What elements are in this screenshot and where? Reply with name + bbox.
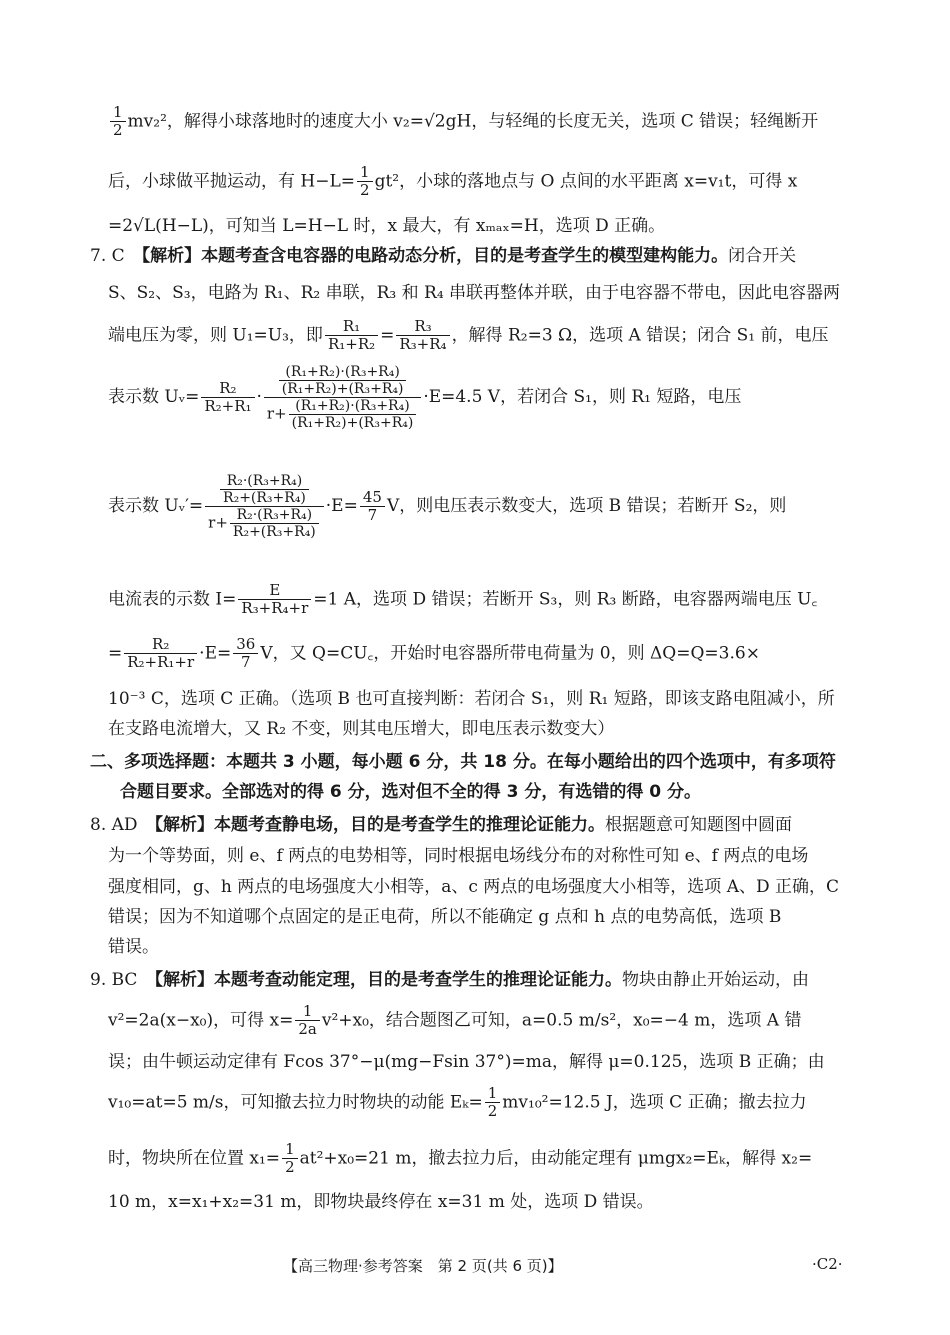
q9-text: 物块由静止开始运动，由 [621,970,809,990]
q9-text: at²+x₀=21 m，撤去拉力后，由动能定理有 μmgx₂=Eₖ，解得 x₂= [299,1148,813,1169]
q7-line-7 [108,636,760,672]
fraction-numerator: (R₁+R₂)·(R₃+R₄) [289,398,417,415]
fraction-denominator [205,507,324,540]
fraction-numerator: R₁ [325,318,378,336]
q9-line-5 [108,1141,812,1177]
q8-line-2: 为一个等势面，则 e、f 两点的电势相等，同时根据电场线分布的对称性可知 e、f 两点的电场 [108,846,809,866]
equals-sign: = [380,325,395,346]
q7-text: V，则电压表示数变大，选项 B 错误；若断开 S₂，则 [386,496,787,517]
fraction-denominator: 7 [367,506,378,525]
q9-label: 9. BC [90,970,138,990]
q6-text: 后，小球做平抛运动，有 H−L= [108,171,356,192]
q9-line-3: 误；由牛顿运动定律有 Fcos 37°−μ(mg−Fsin 37°)=ma，解得 μ=0.125，选项 B 正确；由 [108,1052,825,1072]
q7-line-2: S、S₂、S₃，电路为 R₁、R₂ 串联，R₃ 和 R₄ 串联再整体并联，由于电容器不带电，因此电容器两 [108,283,841,303]
section-2-heading-line-2: 合题目要求。全部选对的得 6 分，选对但不全的得 3 分，有选错的得 0 分。 [120,782,701,802]
q7-analysis-heading: 【解析】本题考查含电容器的电路动态分析，目的是考查学生的模型建构能力。 [141,246,729,266]
q6-line-1 [108,104,818,140]
q9-text: 时，物块所在位置 x₁= [108,1148,281,1169]
fraction [295,1003,320,1039]
fraction-numerator: 1 [282,1141,298,1159]
fraction-numerator: 36 [233,636,258,654]
q8-line-4: 错误；因为不知道哪个点固定的是正电荷，所以不能确定 g 点和 h 点的电势高低，选项 B [108,907,782,927]
q9-line-4 [108,1085,807,1121]
fraction-numerator: R₂ [124,636,197,654]
q7-text: =1 A，选项 D 错误；若断开 S₃，则 R₃ 断路，电容器两端电压 U꜀ [313,589,818,610]
inner-fraction [289,398,417,431]
q7-text: ，解得 R₂=3 Ω，选项 A 错误；闭合 S₁ 前，电压 [451,325,829,346]
q7-text: ·E=4.5 V，若闭合 S₁，则 R₁ 短路，电压 [423,387,742,408]
fraction [396,318,449,354]
q6-text: mv₂²，解得小球落地时的速度大小 v₂=√2gH，与轻绳的长度无关，选项 C 错误；轻绳断开 [127,111,819,132]
q7-text: ·E= [325,496,358,517]
fraction [124,636,197,672]
q8-line-5: 错误。 [108,937,159,957]
fraction-denominator: 2 [113,121,123,140]
resistance-r: r+ [208,513,228,532]
fraction-numerator: E [238,582,311,600]
q9-line-2 [108,1003,801,1039]
fraction-denominator [264,398,421,431]
fraction-denominator: R₃+R₄+r [241,599,309,618]
fraction-numerator: 1 [485,1085,501,1103]
fraction-denominator: 2 [285,1158,295,1177]
q9-text: v²+x₀，结合题图乙可知，a=0.5 m/s²，x₀=−4 m，选项 A 错 [321,1010,802,1031]
q7-label: 7. C [90,246,125,266]
q7-text: ·E= [199,643,232,664]
multiply-dot: · [256,387,262,408]
fraction-denominator: R₂+R₁ [204,397,252,416]
fraction-numerator: 45 [360,489,385,507]
fraction-denominator: (R₁+R₂)+(R₃+R₄) [291,415,414,432]
q9-line-1 [90,970,809,990]
q7-line-6 [108,582,817,618]
fraction-numerator: 1 [110,104,126,122]
q9-text: v²=2a(x−x₀)，可得 x= [108,1010,294,1031]
fraction [325,318,378,354]
q8-line-3: 强度相同，g、h 两点的电场强度大小相等，a、c 两点的电场强度大小相等，选项 A、D 正确，C [108,877,840,897]
compound-fraction [205,473,324,540]
q7-line-4 [108,364,741,431]
fraction [110,104,126,140]
fraction-numerator: (R₁+R₂)·(R₃+R₄) [279,364,407,381]
fraction-numerator: 1 [357,164,373,182]
fraction-denominator: R₃+R₄ [399,335,447,354]
q8-text: 根据题意可知题图中圆面 [605,815,793,835]
q8-line-1 [90,815,792,835]
fraction-denominator: R₂+(R₃+R₄) [223,490,306,507]
fraction-numerator: R₂·(R₃+R₄) [230,507,319,524]
q7-line-3 [108,318,829,354]
fraction [201,380,254,416]
q9-analysis-heading: 【解析】本题考查动能定理，目的是考查学生的推理论证能力。 [154,970,622,990]
q7-text: = [108,643,123,664]
fraction-numerator: R₃ [396,318,449,336]
q7-text: 闭合开关 [728,246,797,266]
q9-text: mv₁₀²=12.5 J，选项 C 正确；撤去拉力 [502,1092,807,1113]
fraction-numerator: R₂·(R₃+R₄) [220,473,309,490]
fraction-denominator: R₂+R₁+r [127,653,195,672]
q6-line-2 [108,164,797,200]
fraction-denominator: 2 [360,181,370,200]
compound-fraction [264,364,421,431]
fraction [360,489,385,525]
q9-text: v₁₀=at=5 m/s，可知撤去拉力时物块的动能 Eₖ= [108,1092,483,1113]
inner-fraction [220,473,309,506]
q8-analysis-heading: 【解析】本题考查静电场，目的是考查学生的推理论证能力。 [154,815,606,835]
q7-line-5 [108,473,786,540]
inner-fraction [230,507,319,540]
q7-text: V，又 Q=CU꜀，开始时电容器所带电荷量为 0，则 ΔQ=Q=3.6× [260,643,760,664]
fraction [485,1085,501,1121]
q7-text: 表示数 Uᵥ′= [108,496,204,517]
inner-fraction [279,364,407,397]
resistance-r: r+ [266,404,287,423]
section-2-heading-line-1: 二、多项选择题：本题共 3 小题，每小题 6 分，共 18 分。在每小题给出的四个选项中，有多项符 [90,752,836,772]
fraction [282,1141,298,1177]
fraction-denominator: 2 [487,1102,498,1121]
fraction-denominator: 2a [298,1020,317,1039]
fraction-numerator: 1 [295,1003,320,1021]
fraction [233,636,258,672]
fraction-denominator: 7 [241,653,251,672]
q7-line-9: 在支路电流增大，又 R₂ 不变，则其电压增大，即电压表示数变大） [108,719,615,739]
q9-line-6: 10 m，x=x₁+x₂=31 m，即物块最终停在 x=31 m 处，选项 D 错误。 [108,1192,654,1212]
q6-line-3: =2√L(H−L)，可知当 L=H−L 时，x 最大，有 xₘₐₓ=H，选项 D 正确。 [108,216,666,236]
q6-text: gt²，小球的落地点与 O 点间的水平距离 x=v₁t，可得 x [374,171,798,192]
fraction-numerator [205,473,324,507]
q7-line-8: 10⁻³ C，选项 C 正确。（选项 B 也可直接判断：若闭合 S₁，则 R₁ 短路，即该支路电阻减小，所 [108,689,835,709]
q7-line-1 [90,246,796,266]
fraction [357,164,373,200]
fraction-denominator: (R₁+R₂)+(R₃+R₄) [281,381,404,398]
q7-text: 端电压为零，则 U₁=U₃，即 [108,325,323,346]
q7-text: 电流表的示数 I= [108,589,237,610]
q8-label: 8. AD [90,815,138,835]
q7-text: 表示数 Uᵥ= [108,387,200,408]
footer-page-label: 【高三物理·参考答案 第 2 页(共 6 页)】 [283,1257,563,1275]
fraction-denominator: R₁+R₂ [327,335,376,354]
fraction-denominator: R₂+(R₃+R₄) [232,524,316,541]
fraction [238,582,311,618]
fraction-numerator: R₂ [201,380,254,398]
footer-version-code: ·C2· [812,1255,843,1273]
fraction-numerator [264,364,421,398]
